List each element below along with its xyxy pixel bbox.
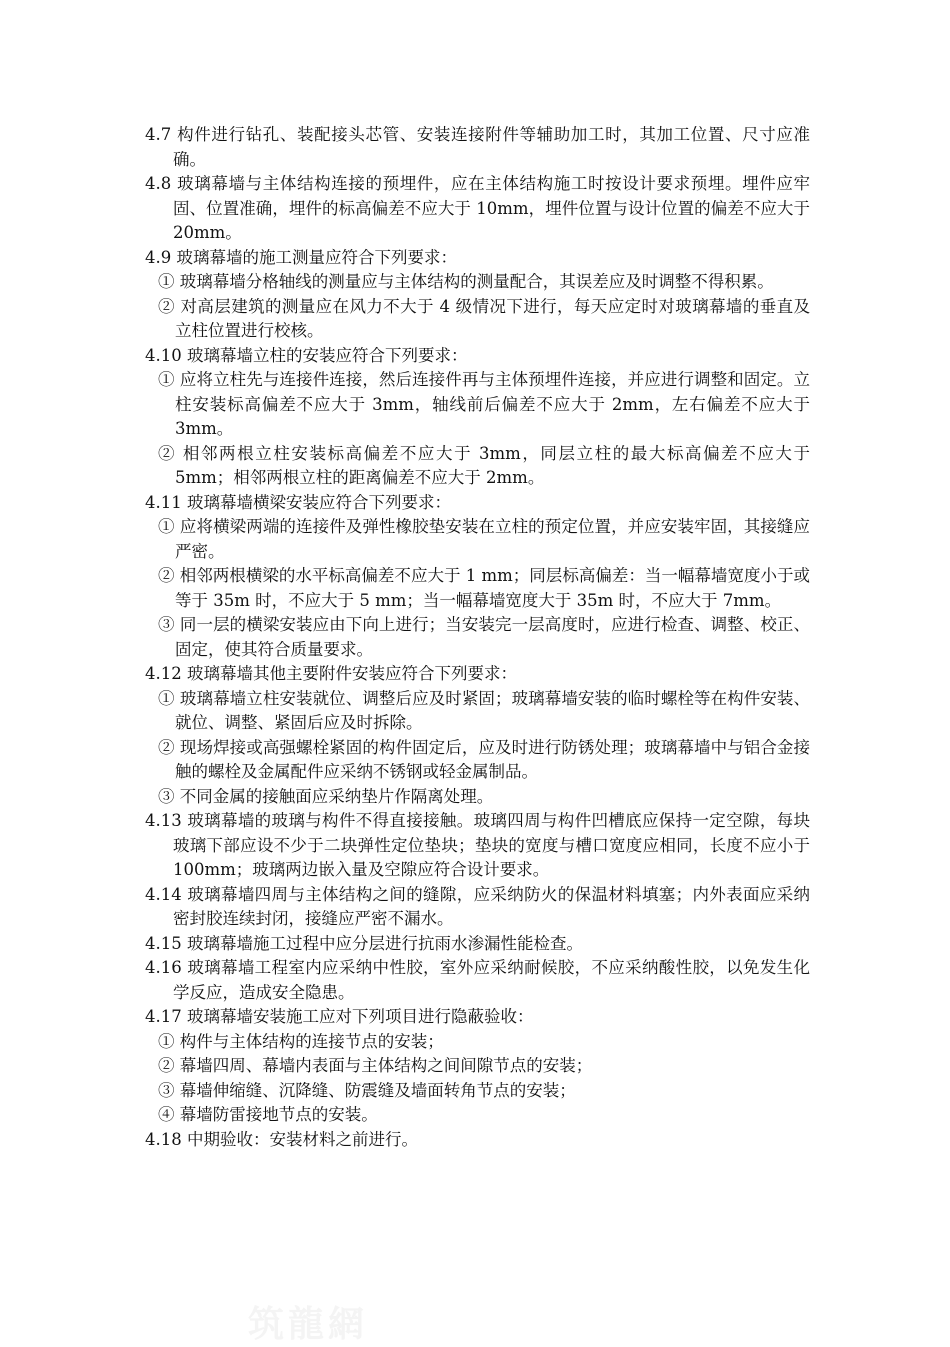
sub-clause: ③ 不同金属的接触面应采纳垫片作隔离处理。 bbox=[158, 786, 494, 806]
clause-paragraph: 4.7 构件进行钻孔、装配接头芯管、安装连接附件等辅助加工时，其加工位置、尺寸应准确。 bbox=[145, 125, 810, 169]
clause-paragraph: 4.10 玻璃幕墙立柱的安装应符合下列要求： bbox=[145, 345, 468, 365]
sub-clause: ② 幕墙四周、幕墙内表面与主体结构之间间隙节点的安装； bbox=[158, 1056, 593, 1075]
clause-paragraph: 4.15 玻璃幕墙施工过程中应分层进行抗雨水渗漏性能检查。 bbox=[145, 933, 583, 953]
clause-paragraph: 4.14 玻璃幕墙四周与主体结构之间的缝隙，应采纳防火的保温材料填塞；内外表面应采纳密封胶连续封闭，接缝应严密不漏水。 bbox=[145, 884, 810, 928]
clause-paragraph: 4.17 玻璃幕墙安装施工应对下列项目进行隐蔽验收： bbox=[145, 1007, 534, 1026]
sub-clause: ④ 幕墙防雷接地节点的安装。 bbox=[158, 1105, 378, 1124]
clause-paragraph: 4.12 玻璃幕墙其他主要附件安装应符合下列要求： bbox=[145, 664, 517, 683]
document-body bbox=[145, 123, 810, 1152]
sub-clause: ③ 幕墙伸缩缝、沉降缝、防震缝及墙面转角节点的安装； bbox=[158, 1080, 576, 1100]
clause-paragraph: 4.18 中期验收：安装材料之前进行。 bbox=[145, 1129, 418, 1149]
watermark: 筑龍網 bbox=[248, 1303, 369, 1345]
clause-paragraph: 4.11 玻璃幕墙横梁安装应符合下列要求： bbox=[145, 492, 451, 512]
clause-paragraph: 4.16 玻璃幕墙工程室内应采纳中性胶，室外应采纳耐候胶，不应采纳酸性胶，以免发生化学反应，造成安全隐患。 bbox=[145, 958, 810, 1002]
sub-clause: ② 相邻两根立柱安装标高偏差不应大于 3mm，同层立柱的最大标高偏差不应大于 5mm；相邻两根立柱的距离偏差不应大于 2mm。 bbox=[158, 443, 810, 487]
sub-clause: ① 构件与主体结构的连接节点的安装； bbox=[158, 1031, 444, 1051]
sub-clause: ② 现场焊接或高强螺栓紧固的构件固定后，应及时进行防锈处理；玻璃幕墙中与铝合金接触的螺栓及金属配件应采纳不锈钢或轻金属制品。 bbox=[158, 737, 810, 781]
clause-paragraph: 4.13 玻璃幕墙的玻璃与构件不得直接接触。玻璃四周与构件凹槽底应保持一定空隙，每块玻璃下部应设不少于二块弹性定位垫块；垫块的宽度与槽口宽度应相同，长度不应小于 100mm；玻璃两边嵌入量及空隙应符合设计要求。 bbox=[145, 811, 810, 879]
sub-clause: ② 对高层建筑的测量应在风力不大于 4 级情况下进行，每天应定时对玻璃幕墙的垂直及立柱位置进行校核。 bbox=[158, 296, 810, 340]
sub-clause: ① 玻璃幕墙立柱安装就位、调整后应及时紧固；玻璃幕墙安装的临时螺栓等在构件安装、就位、调整、紧固后应及时拆除。 bbox=[158, 688, 810, 732]
sub-clause: ① 应将横梁两端的连接件及弹性橡胶垫安装在立柱的预定位置，并应安装牢固，其接缝应严密。 bbox=[158, 517, 810, 561]
sub-clause: ③ 同一层的横梁安装应由下向上进行；当安装完一层高度时，应进行检查、调整、校正、固定，使其符合质量要求。 bbox=[158, 615, 810, 659]
sub-clause: ① 玻璃幕墙分格轴线的测量应与主体结构的测量配合，其误差应及时调整不得积累。 bbox=[158, 272, 774, 291]
sub-clause: ② 相邻两根横梁的水平标高偏差不应大于 1 mm；同层标高偏差：当一幅幕墙宽度小于或等于 35m 时，不应大于 5 mm；当一幅幕墙宽度大于 35m 时，不应大于 7mm。 bbox=[158, 566, 810, 610]
clause-paragraph: 4.8 玻璃幕墙与主体结构连接的预埋件，应在主体结构施工时按设计要求预埋。埋件应牢固、位置准确，埋件的标高偏差不应大于 10mm，埋件位置与设计位置的偏差不应大于 20mm。 bbox=[145, 174, 810, 242]
clause-paragraph: 4.9 玻璃幕墙的施工测量应符合下列要求： bbox=[145, 247, 457, 267]
sub-clause: ① 应将立柱先与连接件连接，然后连接件再与主体预埋件连接，并应进行调整和固定。立柱安装标高偏差不应大于 3mm，轴线前后偏差不应大于 2mm，左右偏差不应大于 3mm。 bbox=[158, 370, 810, 438]
